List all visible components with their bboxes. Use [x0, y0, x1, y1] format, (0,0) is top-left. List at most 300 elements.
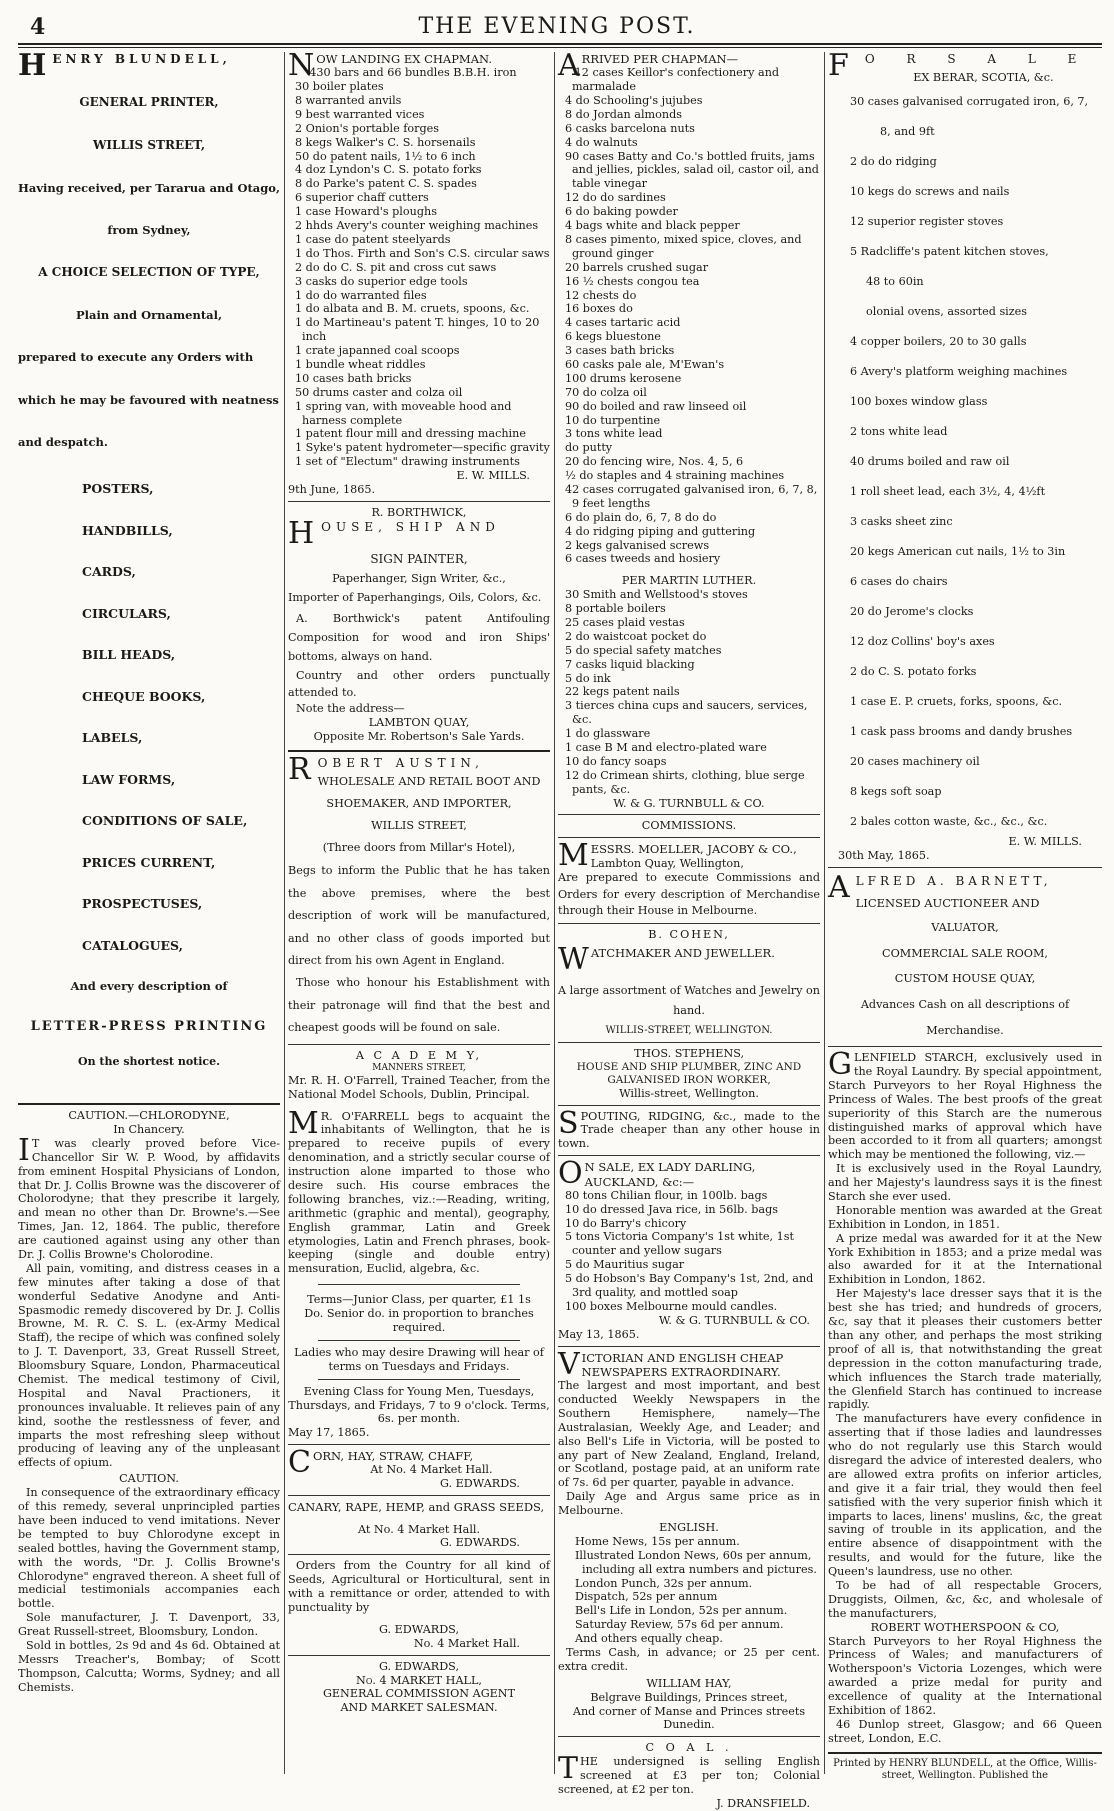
list-item: 48 to 60in: [866, 274, 924, 288]
list-item: 5 tons Victoria Company's 1st white, 1st counter and yellow sugars: [565, 1230, 795, 1258]
section-rule: [558, 1736, 820, 1737]
column-divider: [554, 52, 555, 1774]
drop-cap: H: [288, 515, 320, 551]
cohen-advert: [558, 928, 820, 1038]
section-rule: [828, 1046, 1102, 1047]
masthead-rule-thick: [18, 43, 1102, 45]
sale-title: N SALE, EX LADY DARLING, AUCKLAND, &c:—: [584, 1160, 756, 1189]
austin-hotel: (Three doors from Millar's Hotel),: [322, 840, 516, 854]
list-item: Home News, 15s per annum.: [575, 1534, 740, 1548]
list-item: PRICES CURRENT,: [82, 854, 216, 870]
glenfield-starch-advert: [828, 1047, 1102, 1746]
sale-date: May 13, 1865.: [558, 1327, 640, 1341]
cohen-body: A large assortment of Watches and Jewelry on hand.: [558, 984, 820, 1018]
list-item: 100 boxes window glass: [850, 394, 988, 408]
chapman-advert: [288, 48, 550, 497]
starch-body-8: Starch Purveyors to her Royal Highness the Princess of Wales; and manufacturers of Wotherspoon's Victoria Lozenges, which were awarded a prize medal for purity and excellence of quality at the International Exhibition of 1862.: [828, 1634, 1102, 1717]
list-item: 1 patent flour mill and dressing machine: [295, 427, 526, 441]
section-rule: [558, 837, 820, 838]
list-item: 6 do baking powder: [565, 205, 678, 219]
list-item: 50 do patent nails, 1½ to 6 inch: [295, 149, 476, 163]
coal-advert: [558, 1741, 820, 1810]
list-item: 6 superior chaff cutters: [295, 191, 429, 205]
caution2-body: In consequence of the extraordinary efficacy of this remedy, several unprincipled parties have been induced to vend imitations. Never be tempted to buy Chlorodyne except in sealed bottles, having the Government stamp, with the words, "Dr. J. Collis Browne's Chlorodyne" engraved thereon. A sheet full of medicial testimonials accompanies each bottle.: [18, 1486, 280, 1611]
chapman-date: 9th June, 1865.: [288, 482, 376, 496]
list-item: 8 do Parke's patent C. S. spades: [295, 177, 477, 191]
list-item: ½ do staples and 4 straining machines: [565, 469, 785, 483]
list-item: 5 do special safety matches: [565, 643, 722, 657]
starch-body-6: The manufacturers have every confidence in asserting that if those ladies and laundresses who do not regularly use this Starch would disregard the advice of interested dealers, who are allowed extra profits on inferior articles, and give it a fair trial, they would then feel satisfied with the very superior finish which it imparts to laces, linens' muslins, &c, the great saving of trouble in its application, and the entire absence of disappointment with the results, and would for the future, like the Queen's laundress, use no other.: [828, 1412, 1102, 1579]
list-item: 10 do turpentine: [565, 413, 661, 427]
shortest-notice: On the shortest notice.: [78, 1055, 220, 1069]
list-item: 1 do Thos. Firth and Son's C.S. circular saws: [295, 246, 550, 260]
list-item: 9 best warranted vices: [295, 107, 425, 121]
list-item: 8 portable boilers: [565, 602, 666, 616]
list-item: 6 casks barcelona nuts: [565, 121, 695, 135]
list-item: 1 case do patent steelyards: [295, 232, 451, 246]
blundell-plain: Plain and Ornamental,: [76, 308, 222, 323]
column-3: [558, 48, 820, 1810]
list-item: CIRCULARS,: [82, 605, 171, 621]
list-item: 16 ½ chests congou tea: [565, 274, 700, 288]
list-item: 6 kegs bluestone: [565, 330, 661, 344]
chapman-signer: E. W. MILLS.: [456, 469, 530, 483]
commissions-title: COMMISSIONS.: [641, 819, 737, 833]
stephens-trade: HOUSE AND SHIP PLUMBER, ZINC AND GALVANISED IRON WORKER,: [576, 1060, 802, 1086]
english-title: ENGLISH.: [659, 1520, 719, 1534]
chlorodyne-caution: [18, 1109, 280, 1694]
academy-date: May 17, 1865.: [288, 1426, 370, 1440]
drop-cap: H: [18, 48, 51, 83]
list-item: 100 drums kerosene: [565, 371, 682, 385]
list-item: PROSPECTUSES,: [82, 896, 203, 912]
forsale-advert: [828, 48, 1102, 863]
list-item: 20 cases machinery oil: [850, 754, 980, 768]
list-item: do putty: [565, 441, 613, 455]
section-rule: [288, 1495, 550, 1496]
borthwick-paperhanger: Paperhanger, Sign Writer, &c.,: [332, 571, 506, 585]
list-item: 8 cases pimento, mixed spice, cloves, and ground ginger: [565, 232, 802, 260]
blundell-favoured: which he may be favoured with neatness: [18, 392, 279, 407]
list-item: CONDITIONS OF SALE,: [82, 813, 248, 829]
section-rule: [318, 1284, 520, 1285]
section-rule: [558, 1346, 820, 1347]
list-item: 1 do glassware: [565, 727, 651, 741]
list-item: 25 cases plaid vestas: [565, 615, 685, 629]
list-item: LAW FORMS,: [82, 771, 176, 787]
list-item: 6 Avery's platform weighing machines: [850, 364, 1068, 378]
list-item: 30 boiler plates: [295, 80, 384, 94]
corn-at: At No. 4 Market Hall.: [370, 1463, 493, 1477]
canary-title: CANARY, RAPE, HEMP, and GRASS SEEDS,: [288, 1500, 545, 1515]
column-4: [828, 48, 1102, 1782]
list-item: 50 drums caster and colza oil: [295, 385, 463, 399]
list-item: 1 cask pass brooms and dandy brushes: [850, 724, 1073, 738]
list-item: 4 do ridging piping and guttering: [565, 524, 756, 538]
arrived-title: RRIVED PER CHAPMAN—: [581, 52, 739, 66]
cohen-address: WILLIS-STREET, WELLINGTON.: [605, 1025, 773, 1037]
moeller-advert: [558, 838, 820, 919]
spouting-advert: [558, 1105, 820, 1152]
academy-street: MANNERS STREET,: [372, 1062, 466, 1073]
borthwick-note: Note the address—: [296, 702, 405, 716]
list-item: 6 cases tweeds and hosiery: [565, 552, 721, 566]
list-item: 80 tons Chilian flour, in 100lb. bags: [565, 1188, 768, 1202]
english-terms: Terms Cash, in advance; or 25 per cent. extra credit.: [558, 1645, 820, 1673]
list-item: olonial ovens, assorted sizes: [866, 304, 1028, 318]
list-item: 2 do do C. S. pit and cross cut saws: [295, 260, 497, 274]
austin-trade-2: SHOEMAKER, AND IMPORTER,: [326, 796, 512, 810]
list-item: 1 Syke's patent hydrometer—specific gravity: [295, 441, 550, 455]
list-item: 6 do plain do, 6, 7, 8 do do: [565, 510, 717, 524]
canary-signer: G. EDWARDS.: [439, 1536, 520, 1550]
blundell-street: WILLIS STREET,: [92, 137, 206, 152]
list-item: 2 do waistcoat pocket do: [565, 629, 707, 643]
drop-cap: W: [558, 942, 589, 978]
list-item: 10 do fancy soaps: [565, 754, 667, 768]
list-item: 4 doz Lyndon's C. S. potato forks: [295, 163, 482, 177]
drop-cap: O: [558, 1156, 583, 1192]
list-item: 20 do Jerome's clocks: [850, 604, 974, 618]
spouting-body: POUTING, RIDGING, &c., made to the Trade cheaper than any other house in town.: [558, 1109, 820, 1151]
starch-maker: ROBERT WOTHERSPOON & CO,: [870, 1620, 1060, 1634]
list-item: CHEQUE BOOKS,: [82, 688, 206, 704]
starch-body-2: It is exclusively used in the Royal Laundry, and her Majesty's laundress says it is the finest Starch she ever used.: [828, 1162, 1102, 1204]
list-item: 90 do boiled and raw linseed oil: [565, 399, 747, 413]
list-item: 10 kegs do screws and nails: [850, 184, 1010, 198]
list-item: 3 tierces china cups and saucers, services, &c.: [565, 699, 808, 727]
arrived-advert: [558, 48, 820, 810]
austin-advert: [288, 752, 550, 1040]
newspaper-title: THE EVENING POST.: [418, 14, 696, 39]
edwards-agent: GENERAL COMMISSION AGENT: [322, 1687, 516, 1701]
list-item: 3 tons white lead: [565, 427, 663, 441]
list-item: 8, and 9ft: [880, 124, 935, 138]
section-rule: [288, 750, 550, 752]
starch-body-3: Honorable mention was awarded at the Great Exhibition in London, in 1851.: [828, 1203, 1102, 1231]
list-item: 3 casks sheet zinc: [850, 514, 953, 528]
edwards-address: No. 4 MARKET HALL,: [356, 1673, 482, 1687]
drop-cap: N: [288, 48, 315, 83]
list-item: POSTERS,: [82, 481, 154, 497]
cohen-title: ATCHMAKER AND JEWELLER.: [590, 946, 775, 961]
corn-title: ORN, HAY, STRAW, CHAFF,: [312, 1449, 474, 1464]
edwards-advert: [288, 1660, 550, 1716]
section-rule: [558, 923, 820, 924]
orders-body: Orders from the Country for all kind of Seeds, Agricultural or Horticultural, sent in with a remittance or order, attended to with punctuality by: [288, 1559, 550, 1614]
printing-items-list: [18, 481, 280, 1069]
blundell-from: from Sydney,: [107, 223, 191, 237]
starch-body-4: A prize medal was awarded for it at the New York Exhibition in 1853; and a prize medal was also awarded for it at the International Exhibition in London, 1862.: [828, 1231, 1102, 1287]
list-item: BILL HEADS,: [82, 647, 176, 663]
list-item: 12 do do sardines: [565, 191, 666, 205]
luther-signer: W. & G. TURNBULL & CO.: [613, 796, 765, 810]
list-item: 1 do albata and B. M. cruets, spoons, &c.: [295, 302, 530, 316]
column-2: [288, 48, 550, 1774]
list-item: 1 case B M and electro-plated ware: [565, 741, 767, 754]
blundell-intro: Having received, per Tararua and Otago,: [18, 180, 280, 195]
list-item: 2 do C. S. potato forks: [850, 664, 977, 678]
victorian-advert: [558, 1346, 820, 1733]
list-item: 8 kegs Walker's C. S. horsenails: [295, 135, 476, 149]
arrived-items: [558, 66, 820, 566]
austin-street: WILLIS STREET,: [371, 818, 467, 832]
orders-at: No. 4 Market Hall.: [413, 1636, 520, 1650]
sale-items: [558, 1189, 820, 1314]
hay-name: WILLIAM HAY,: [646, 1676, 732, 1690]
section-rule: [828, 867, 1102, 868]
academy-advert: [288, 1049, 550, 1441]
list-item: 60 casks pale ale, M'Ewan's: [565, 357, 725, 371]
coal-title: C O A L .: [645, 1741, 733, 1755]
list-item: London Punch, 32s per annum.: [575, 1576, 753, 1590]
list-item: 1 roll sheet lead, each 3½, 4, 4½ft: [850, 484, 1046, 498]
caution2-sold: Sold in bottles, 2s 9d and 4s 6d. Obtained at Messrs Treacher's, Bombay; of Scott Thompson, Calcutta; Worms, Sydney; and all Chemists.: [18, 1638, 280, 1694]
academy-terms-2: Do. Senior do. in proportion to branches required.: [304, 1307, 534, 1334]
list-item: 16 boxes do: [565, 302, 633, 316]
list-item: 12 superior register stoves: [850, 214, 1004, 228]
barnett-valuator: VALUATOR,: [931, 920, 999, 934]
austin-title: OBERT AUSTIN,: [317, 756, 484, 771]
austin-trade: WHOLESALE AND RETAIL BOOT AND: [317, 774, 541, 788]
masthead: [0, 0, 1114, 40]
drop-cap: R: [288, 752, 316, 788]
academy-terms-1: Terms—Junior Class, per quarter, £1 1s: [307, 1293, 531, 1307]
list-item: 40 drums boiled and raw oil: [850, 454, 1010, 468]
barnett-role: LICENSED AUCTIONEER AND: [855, 896, 1040, 911]
list-item: 4 copper boilers, 20 to 30 galls: [850, 334, 1027, 348]
list-item: 4 bags white and black pepper: [565, 219, 740, 233]
list-item: 20 do fencing wire, Nos. 4, 5, 6: [565, 455, 744, 469]
forsale-ex: EX BERAR, SCOTIA, &c.: [913, 70, 1054, 84]
borthwick-address: LAMBTON QUAY,: [368, 716, 470, 730]
section-rule: [558, 1042, 820, 1043]
list-item: 1 case Howard's ploughs: [295, 205, 437, 219]
stephens-address: Willis-street, Wellington.: [619, 1086, 759, 1100]
drop-cap: M: [288, 1105, 319, 1141]
list-item: 1 do Martineau's patent T. hinges, 10 to 20 inch: [295, 316, 540, 344]
list-item: Illustrated London News, 60s per annum, including all extra numbers and pictures.: [575, 1548, 817, 1576]
list-item: 10 do Barry's chicory: [565, 1216, 687, 1230]
drop-cap: M: [558, 838, 589, 874]
caution2-manufacturer: Sole manufacturer, J. T. Davenport, 33, Great Russell-street, Bloomsbury, London.: [18, 1611, 280, 1639]
starch-body-5: Her Majesty's lace dresser says that it is the best she has tried; and hundreds of grocers, &c, say that it pleases their customers better than any other, and perhaps the most striking proof of all is, that notwithstanding the great depression in the cotton manufacturing trade, which influences the Starch trade materially, the Glenfield Starch has continued to increase rapidly.: [828, 1287, 1102, 1412]
edwards-name: G. EDWARDS,: [378, 1659, 460, 1673]
list-item: HANDBILLS,: [82, 522, 173, 538]
coal-body: HE undersigned is selling English screened at £3 per ton; Colonial screened, at £2 per ton.: [558, 1755, 820, 1796]
list-item: 1 bundle wheat riddles: [295, 357, 426, 371]
letterpress-printing: LETTER-PRESS PRINTING: [30, 1019, 268, 1035]
blundell-choice: A CHOICE SELECTION OF TYPE,: [38, 265, 260, 280]
starch-address: 46 Dunlop street, Glasgow; and 66 Queen street, London, E.C.: [828, 1717, 1102, 1745]
section-rule: [18, 1103, 280, 1105]
list-item: Saturday Review, 57s 6d per annum.: [575, 1618, 784, 1632]
academy-title: A C A D E M Y,: [355, 1048, 483, 1062]
list-item: And others equally cheap.: [575, 1632, 723, 1646]
printer-imprint: Printed by HENRY BLUNDELL, at the Office, Willis-street, Wellington. Published the: [833, 1757, 1097, 1782]
victorian-title: ICTORIAN AND ENGLISH CHEAP NEWSPAPERS EXTRAORDINARY.: [581, 1350, 784, 1379]
list-item: 2 Onion's portable forges: [295, 121, 440, 135]
drop-cap: A: [558, 48, 580, 83]
orders-advert: [288, 1559, 550, 1650]
drop-cap: C: [288, 1445, 311, 1481]
canary-advert: [288, 1500, 550, 1550]
list-item: Dispatch, 52s per annum: [575, 1590, 718, 1604]
drop-cap: T: [558, 1751, 579, 1787]
borthwick-importer: Importer of Paperhangings, Oils, Colors, &c.: [288, 590, 542, 604]
borthwick-patent: A. Borthwick's patent Antifouling Composition for wood and iron Ships' bottoms, always on hand.: [288, 612, 550, 664]
list-item: 7 casks liquid blacking: [565, 657, 695, 671]
list-item: 2 do do ridging: [850, 154, 937, 168]
list-item: 4 do walnuts: [565, 135, 638, 149]
victorian-daily: Daily Age and Argus same price as in Melbourne.: [558, 1490, 820, 1518]
starch-body-7: To be had of all respectable Grocers, Druggists, Oilmen, &c, &c, and wholesale of the manufacturers,: [828, 1578, 1102, 1620]
drop-cap: F: [828, 48, 863, 83]
list-item: CATALOGUES,: [82, 937, 183, 953]
list-item: 12 chests do: [565, 288, 637, 302]
section-rule: [288, 501, 550, 502]
list-item: 8 warranted anvils: [295, 94, 402, 108]
list-item: 5 do Mauritius sugar: [565, 1258, 685, 1272]
caution-body-2: All pain, vomiting, and distress ceases in a few minutes after taking a dose of that wonderful Sedative Anodyne and Anti-Spasmodic remedy discovered by Dr. J. Collis Browne, M. R. C. S. L. (ex-Army Medical Staff), the recipe of which was confined solely to J. T. Davenport, 33, Great Russell Street, Bloomsbury Square, London, Pharmaceutical Chemist. The medical testimony of Civil, Hospital and Naval Practioners, it pronounces invaluable. It relieves pain of any kind, soothe the restlessness of fever, and imparts the most refreshing sleep without producing of leaving any of the unpleasant effects of opium.: [18, 1261, 280, 1470]
austin-body-2: Those who honour his Establishment with their patronage will find that the best and cheapest goods will be found on sale.: [288, 976, 550, 1035]
caution-body: T was clearly proved before Vice-Chancellor Sir W. P. Wood, by affidavits from eminent Hospital Physicians of London, that Dr. J. Collis Browne was the discoverer of Cholorodyne; that they prescribe it largely, and mean no other than Dr. Browne's.—See Times, Jan. 12, 1864. The public, therefore are cautioned against using any other than Dr. J. Collis Browne's Cholorodine.: [18, 1136, 280, 1262]
list-item: 3 cases bath bricks: [565, 344, 675, 358]
list-item: 100 boxes Melbourne mould candles.: [565, 1299, 778, 1313]
academy-body: R. O'FARRELL begs to acquaint the inhabitants of Wellington, that he is prepared to receive pupils of every denomination, and a strictly secular course of instruction alone imparted to those who desire such. His course embraces the following branches, viz.:—Reading, writing, arithmetic (graphic and mental), geography, English grammar, Latin and Greek etymologies, Latin and French phrases, book-keeping (single and double entry) mensuration, Euclid, algebra, &c.: [288, 1109, 550, 1276]
list-item: 1 spring van, with moveable hood and harness complete: [295, 399, 512, 427]
list-item: 12 do Crimean shirts, clothing, blue serge pants, &c.: [565, 768, 805, 796]
list-item: 30 Smith and Wellstood's stoves: [565, 588, 748, 602]
borthwick-sign: SIGN PAINTER,: [370, 551, 468, 566]
caution-chancery: In Chancery.: [113, 1123, 185, 1136]
section-rule: [288, 1655, 550, 1656]
barnett-advert: [828, 869, 1102, 1039]
list-item: Bell's Life in London, 52s per annum.: [575, 1604, 788, 1618]
list-item: 8 kegs soft soap: [850, 784, 942, 798]
list-item: 430 bars and 66 bundles B.B.H. iron: [309, 66, 517, 80]
drop-cap: G: [828, 1047, 852, 1083]
moeller-address: Lambton Quay, Wellington,: [590, 856, 744, 870]
list-item: 4 cases tartaric acid: [565, 316, 681, 330]
list-item: 8 do Jordan almonds: [565, 107, 682, 121]
chapman-title: OW LANDING EX CHAPMAN.: [316, 52, 492, 66]
corn-signer: G. EDWARDS.: [439, 1477, 520, 1491]
chapman-items: [288, 66, 550, 469]
list-item: 1 crate japanned coal scoops: [295, 344, 460, 358]
list-item: 1 set of "Electum" drawing instruments: [295, 455, 520, 469]
list-item: 22 kegs patent nails: [565, 685, 680, 699]
caution-title: CAUTION.—CHLORODYNE,: [68, 1109, 230, 1123]
drop-cap: V: [558, 1346, 580, 1382]
section-rule: [558, 814, 820, 815]
section-rule: [288, 1554, 550, 1555]
moeller-title: ESSRS. MOELLER, JACOBY & CO.,: [590, 842, 797, 857]
section-rule: [318, 1340, 520, 1341]
list-item: 1 do do warranted files: [295, 288, 427, 302]
english-items: [558, 1535, 820, 1646]
drop-cap: A: [828, 869, 854, 905]
victorian-body: The largest and most important, and best conducted Weekly Newspapers in the Southern Hemisphere, namely—The Australasian, Weekly Age, and Leader; and also Bell's Life in Victoria, will be posted to any part of New Zealand, England, Ireland, or Scotland, postage paid, at an uniform rate of 7s. 6d per quarter, payable in advance.: [558, 1379, 820, 1490]
orders-signer: G. EDWARDS,: [378, 1622, 460, 1636]
barnett-room: COMMERCIAL SALE ROOM,: [882, 946, 1048, 960]
list-item: LABELS,: [82, 730, 143, 746]
academy-master: Mr. R. H. O'Farrell, Trained Teacher, from the National Model Schools, Dublin, Principal.: [288, 1073, 550, 1101]
barnett-title: LFRED A. BARNETT,: [855, 873, 1052, 888]
section-rule: [288, 1044, 550, 1045]
list-item: 4 do Schooling's jujubes: [565, 94, 703, 108]
forsale-title: O R S A L E: [864, 52, 1091, 66]
coal-signer: J. DRANSFIELD.: [716, 1796, 810, 1810]
list-item: 2 kegs galvanised screws: [565, 538, 710, 552]
list-item: 5 do ink: [565, 671, 611, 685]
list-item: 90 cases Batty and Co.'s bottled fruits, jams and jellies, pickles, salad oil, castor oil, and table vinegar: [565, 149, 819, 191]
section-rule: [318, 1379, 520, 1380]
list-item: 10 cases bath bricks: [295, 371, 412, 385]
stephens-name: THOS. STEPHENS,: [633, 1046, 745, 1060]
list-item: 2 bales cotton waste, &c., &c., &c.: [850, 814, 1048, 828]
list-item: 42 cases corrugated galvanised iron, 6, 7, 8, 9 feet lengths: [565, 482, 818, 510]
list-item: 20 kegs American cut nails, 1½ to 3in: [850, 544, 1066, 558]
sale-signer: W. & G. TURNBULL & CO.: [658, 1313, 810, 1327]
forsale-signer: E. W. MILLS.: [1008, 834, 1082, 848]
section-rule: [288, 1444, 550, 1445]
academy-drawing: Ladies who may desire Drawing will hear of terms on Tuesdays and Fridays.: [294, 1345, 544, 1373]
cohen-name: B. COHEN,: [648, 928, 730, 942]
list-item: 2 tons white lead: [850, 424, 948, 438]
borthwick-title: OUSE, SHIP AND: [321, 519, 500, 534]
list-item: 10 do dressed Java rice, in 56lb. bags: [565, 1202, 778, 1216]
list-item: 6 cases do chairs: [850, 574, 948, 588]
drop-cap: I: [18, 1132, 30, 1168]
barnett-quay: CUSTOM HOUSE QUAY,: [894, 972, 1036, 986]
list-item: 12 cases Keillor's confectionery and marmalade: [572, 66, 780, 94]
column-divider: [284, 52, 285, 1774]
column-1: [18, 48, 280, 1774]
list-item: CARDS,: [82, 564, 136, 580]
canary-at: At No. 4 Market Hall.: [357, 1522, 481, 1536]
borthwick-name: R. BORTHWICK,: [371, 505, 467, 519]
forsale-items: [828, 95, 1102, 829]
corn-advert: [288, 1445, 550, 1491]
stephens-advert: [558, 1047, 820, 1101]
lady-darling-advert: [558, 1156, 820, 1341]
column-divider: [824, 52, 825, 1774]
blundell-advert: [18, 48, 280, 1069]
borthwick-country: Country and other orders punctually attended to.: [288, 668, 550, 700]
hay-city: Dunedin.: [663, 1718, 715, 1732]
list-item: 1 case E. P. cruets, forks, spoons, &c.: [850, 694, 1063, 708]
edwards-salesman: AND MARKET SALESMAN.: [340, 1701, 498, 1715]
section-rule: [558, 1105, 820, 1106]
borthwick-advert: [288, 506, 550, 744]
list-item: 20 barrels crushed sugar: [565, 260, 709, 274]
every-description: And every description of: [70, 979, 228, 994]
academy-evening: Evening Class for Young Men, Tuesdays, Thursdays, and Fridays, 7 to 9 o'clock. Terms, 6s. per month.: [288, 1384, 550, 1426]
luther-items: [558, 588, 820, 796]
caution2-title: CAUTION.: [119, 1472, 179, 1486]
list-item: 70 do colza oil: [565, 385, 647, 399]
hay-address-2: And corner of Manse and Princes streets: [572, 1704, 806, 1718]
list-item: 12 doz Collins' boy's axes: [850, 634, 995, 648]
luther-title: PER MARTIN LUTHER.: [621, 574, 757, 588]
barnett-advances: Advances Cash on all descriptions of: [860, 998, 1070, 1012]
list-item: 5 do Hobson's Bay Company's 1st, 2nd, and 3rd quality, and mottled soap: [565, 1272, 814, 1299]
blundell-name: ENRY BLUNDELL,: [52, 52, 231, 66]
borthwick-opposite: Opposite Mr. Robertson's Sale Yards.: [313, 730, 525, 744]
blundell-despatch: and despatch.: [18, 434, 108, 449]
barnett-merchandise: Merchandise.: [926, 1024, 1004, 1038]
